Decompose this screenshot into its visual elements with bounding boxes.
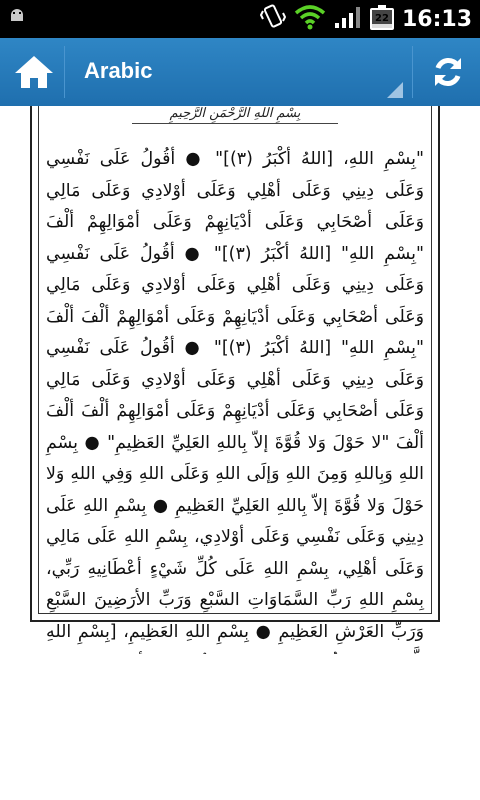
- home-icon: [12, 52, 56, 92]
- app-bar-divider: [412, 46, 413, 98]
- home-button[interactable]: [12, 52, 56, 92]
- header-divider: [132, 123, 338, 124]
- empty-area: [0, 654, 480, 800]
- status-clock: 16:13: [401, 6, 472, 32]
- refresh-button[interactable]: [428, 52, 468, 92]
- battery-level-text: 22: [375, 13, 389, 24]
- content-view[interactable]: [0, 106, 480, 654]
- arabic-text: "بِسْمِ اللهِ، [اللهُ أكْبَرُ (٣)]" ● أقُولُ عَلَى نَفْسِي وَعَلَى دِينِي وَعَلَى أهْلِي وَعَلَى أوْلادِي وَعَلَى مَالِي وَعَلَى أصْحَابِي وَعَلَى أدْيَانِهِمْ وَعَلَى أمْوَالِهِمْ ألْفَ "بِسْمِ اللهِ" [اللهُ أكْبَرُ (٣)]" ● أقُولُ عَلَى نَفْسِي وَعَلَى دِينِي وَعَلَى أهْلِي وَعَلَى أوْلادِي وَعَلَى مَالِي وَعَلَى أصْحَابِي وَعَلَى أدْيَانِهِمْ وَعَلَى أمْوَالِهِمْ ألْفَ ألْفَ "بِسْمِ اللهِ" [اللهُ أكْبَرُ (٣)]" ● أقُولُ عَلَى نَفْسِي وَعَلَى دِينِي وَعَلَى أهْلِي وَعَلَى أوْلادِي وَعَلَى مَالِي وَعَلَى أصْحَابِي وَعَلَى أدْيَانِهِمْ وَعَلَى أمْوَالِهِمْ ألْفَ ألْفَ ألْفَ "لا حَوْلَ وَلا قُوَّةَ إلاّ بِاللهِ العَلِيِّ العَظِيمِ" ● بِسْمِ اللهِ وَبِاللهِ وَمِنَ اللهِ وَإلَى اللهِ وَعَلَى اللهِ وَفِي اللهِ وَلا حَوْلَ وَلا قُوَّةَ إلاّ بِاللهِ العَلِيِّ العَظِيمِ ● بِسْمِ اللهِ عَلَى دِينِي وَعَلَى نَفْسِي وَعَلَى أوْلادِي، بِسْمِ اللهِ عَلَى مَالِي وَعَلَى أهْلِي، بِسْمِ اللهِ عَلَى كُلِّ شَيْءٍ أعْطَانِيهِ رَبِّي، بِسْمِ اللهِ رَبِّ السَّمَاوَاتِ السَّبْعِ وَرَبِّ الأرَضِينَ السَّبْعِ وَرَبِّ العَرْشِ العَظِيمِ ● بِسْمِ اللهِ العَظِيمِ، [بِسْمِ اللهِ: [46, 149, 424, 642]
- wifi-icon: [294, 4, 326, 34]
- status-bar: [0, 0, 480, 38]
- scanned-page: [30, 106, 440, 642]
- refresh-icon: [428, 52, 468, 92]
- spinner-dropdown-icon[interactable]: [385, 80, 403, 98]
- signal-icon: [334, 5, 362, 33]
- app-bar: [0, 38, 480, 106]
- app-bar-divider: [64, 46, 65, 98]
- app-title: Arabic: [84, 58, 153, 83]
- page-header-bismillah: بِسْمِ اللهِ الرَّحْمَنِ الرَّحِيمِ: [169, 106, 301, 121]
- android-debug-icon: [8, 6, 26, 28]
- battery-icon: [370, 8, 394, 30]
- vibrate-icon: [260, 3, 286, 35]
